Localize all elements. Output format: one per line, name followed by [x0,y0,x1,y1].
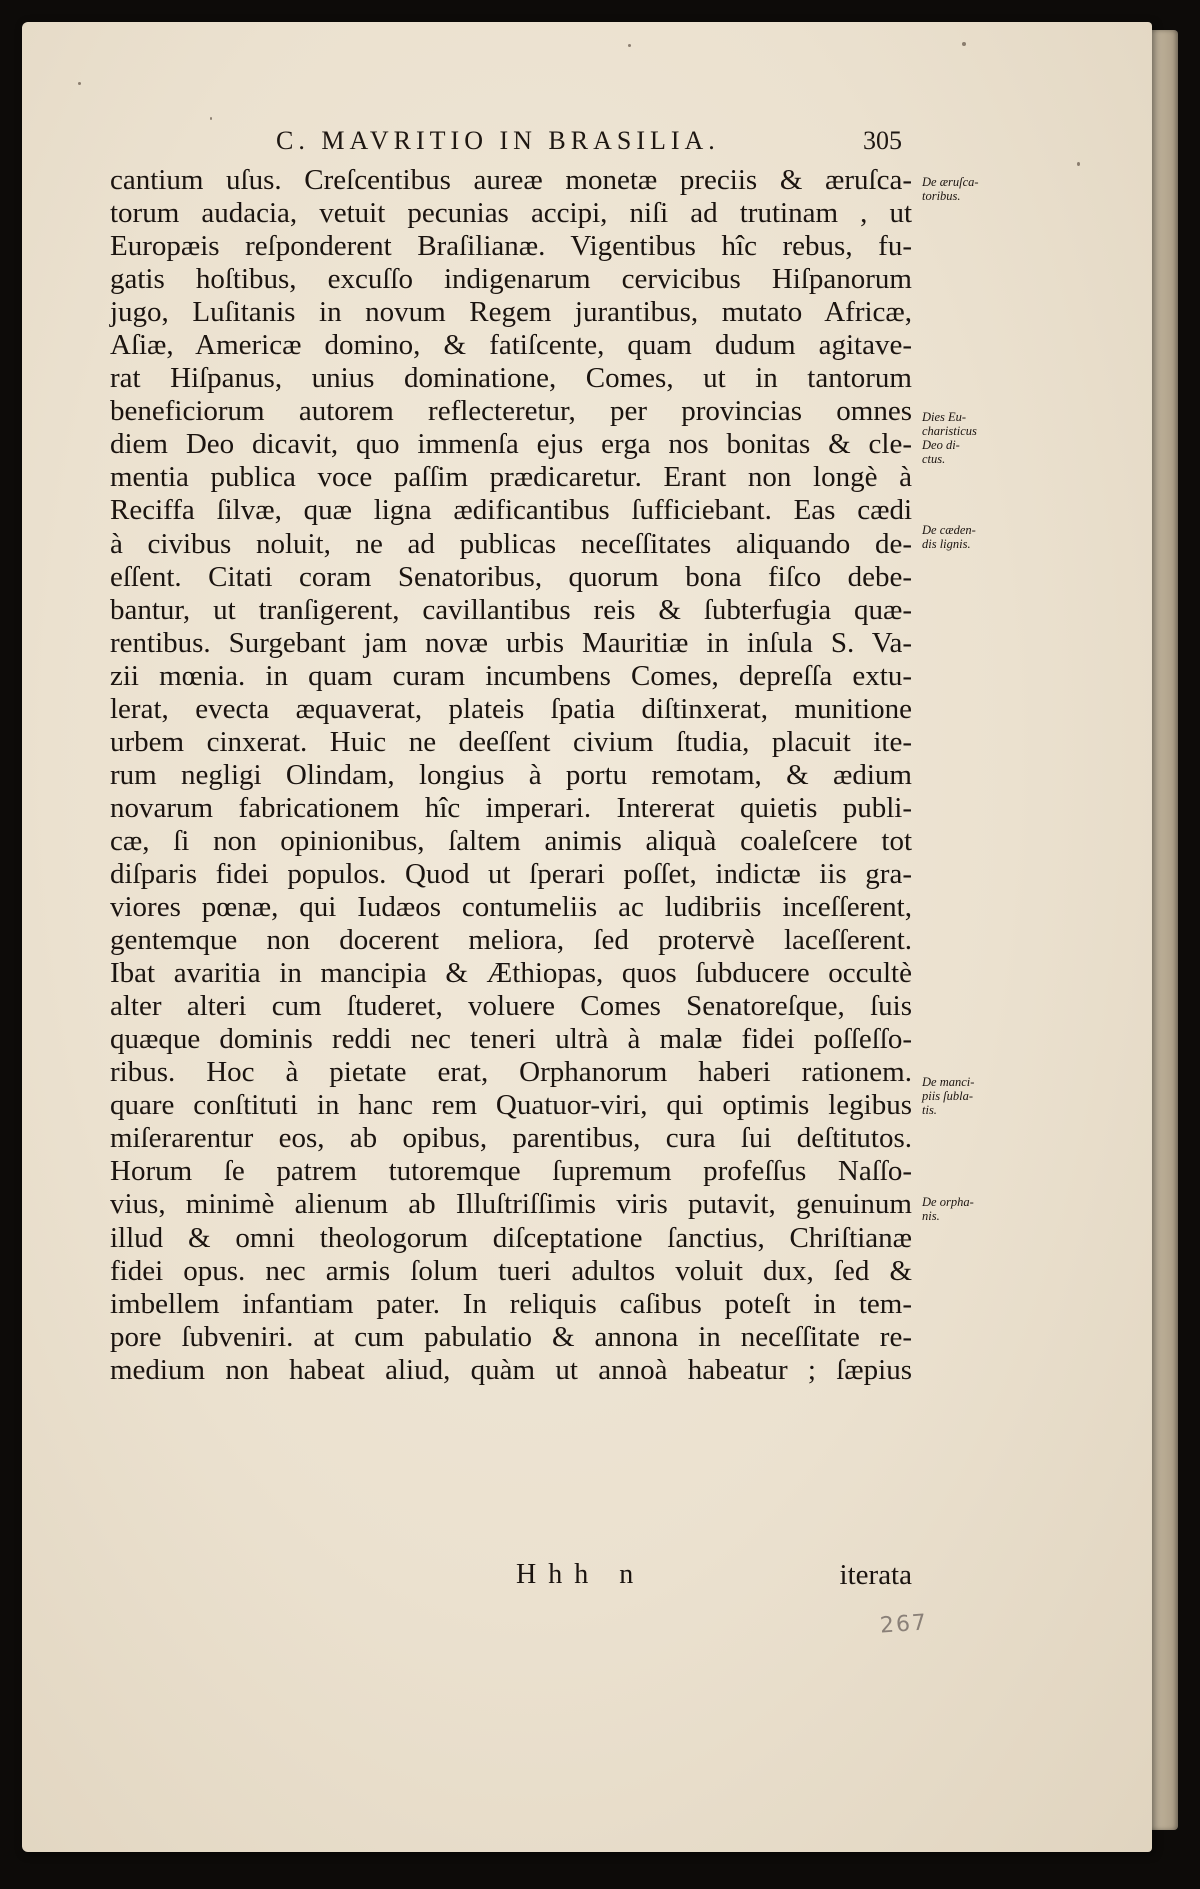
text-line: medium non habeat aliud, quàm ut annoà habeatur ; ſæpius [110,1353,912,1386]
text-line: cantium uſus. Creſcentibus aureæ monetæ preciis & æruſca- [110,164,912,196]
text-line: eſſent. Citati coram Senatoribus, quorum bona fiſco debe- [110,560,912,593]
page-number: 305 [863,126,902,155]
text-line: illud & omni theologorum diſceptatione ſanctius, Chriſtianæ [110,1221,912,1254]
text-line: zii mœnia. in quam curam incumbens Comes, depreſſa extu- [110,659,912,692]
text-line: lerat, evecta æquaverat, plateis ſpatia diſtinxerat, munitione [110,692,912,725]
text-line: quare conſtituti in hanc rem Quatuor-viri, qui optimis legibus [110,1089,912,1122]
page-footer [110,1559,912,1595]
text-line: rat Hiſpanus, unius dominatione, Comes, ut in tantorum [110,362,912,395]
text-line: urbem cinxerat. Huic ne deeſſent civium ſtudia, placuit ite- [110,725,912,758]
marginal-note: Dies Eu- charisticus Deo di- ctus. [922,410,977,466]
text-line: diem Deo dicavit, quo immenſa ejus erga nos bonitas & cle- [110,428,912,461]
body-text [110,164,912,1387]
text-line: diſparis fidei populos. Quod ut ſperari poſſet, indictæ iis gra- [110,857,912,890]
text-line: cæ, ſi non opinionibus, ſaltem animis aliquà coaleſcere tot [110,824,912,857]
marginal-note: De cæden- dis lignis. [922,523,976,551]
text-line: mentia publica voce paſſim prædicaretur. Erant non longè à [110,461,912,494]
text-line: gentemque non docerent meliora, ſed protervè laceſſerent. [110,924,912,957]
text-line: vius, minimè alienum ab Illuſtriſſimis viris putavit, genuinum [110,1188,912,1221]
text-line: Horum ſe patrem tutoremque ſupremum profeſſus Naſſo- [110,1155,912,1188]
running-head [162,126,902,162]
marginal-note: De æruſca- toribus. [922,175,979,203]
text-line: Aſiæ, Americæ domino, & fatiſcente, quam dudum agitave- [110,329,912,362]
paper-speck [210,117,212,120]
text-line: torum audacia, vetuit pecunias accipi, niſi ad trutinam , ut [110,197,912,230]
catchword: iterata [839,1559,912,1591]
paper-speck [628,44,631,47]
text-line: fidei opus. nec armis ſolum tueri adultos voluit dux, ſed & [110,1254,912,1287]
text-line: imbellem infantiam pater. In reliquis caſibus poteſt in tem- [110,1287,912,1320]
text-line: rentibus. Surgebant jam novæ urbis Mauritiæ in inſula S. Va- [110,626,912,659]
paper-speck [962,42,966,46]
paper-speck [1077,162,1080,166]
text-line: alter alteri cum ſtuderet, voluere Comes Senatoreſque, ſuis [110,990,912,1023]
text-line: à civibus noluit, ne ad publicas neceſſitates aliquando de- [110,527,912,560]
text-line: jugo, Luſitanis in novum Regem jurantibus, mutato Africæ, [110,296,912,329]
text-line: novarum fabricationem hîc imperari. Intererat quietis publi- [110,791,912,824]
text-line: beneficiorum autorem reflecteretur, per provincias omnes [110,395,912,428]
handwritten-folio-number: 267 [879,1610,929,1639]
text-line: gatis hoſtibus, excuſſo indigenarum cervicibus Hiſpanorum [110,263,912,296]
running-title: C. MAVRITIO IN BRASILIA. [276,126,720,155]
text-line: Ibat avaritia in mancipia & Æthiopas, quos ſubducere occultè [110,957,912,990]
text-line: Reciffa ſilvæ, quæ ligna ædificantibus ſufficiebant. Eas cædi [110,494,912,527]
text-line: quæque dominis reddi nec teneri ultrà à malæ fidei poſſeſſo- [110,1023,912,1056]
paper-speck [78,82,81,85]
marginal-note: De manci- piis ſubla- tis. [922,1075,975,1117]
text-line: miſerarentur eos, ab opibus, parentibus, cura ſui deſtitutos. [110,1122,912,1155]
text-line: ribus. Hoc à pietate erat, Orphanorum haberi rationem. [110,1056,912,1089]
text-line: Europæis reſponderent Braſilianæ. Vigentibus hîc rebus, fu- [110,230,912,263]
signature-mark: Hhh n [516,1559,646,1590]
text-line: viores pœnæ, qui Iudæos contumeliis ac ludibriis inceſſerent, [110,891,912,924]
text-line: rum negligi Olindam, longius à portu remotam, & ædium [110,758,912,791]
text-line: bantur, ut tranſigerent, cavillantibus reis & ſubterfugia quæ- [110,593,912,626]
marginal-note: De orpha- nis. [922,1195,974,1223]
text-line: pore ſubveniri. at cum pabulatio & annona in neceſſitate re- [110,1320,912,1353]
